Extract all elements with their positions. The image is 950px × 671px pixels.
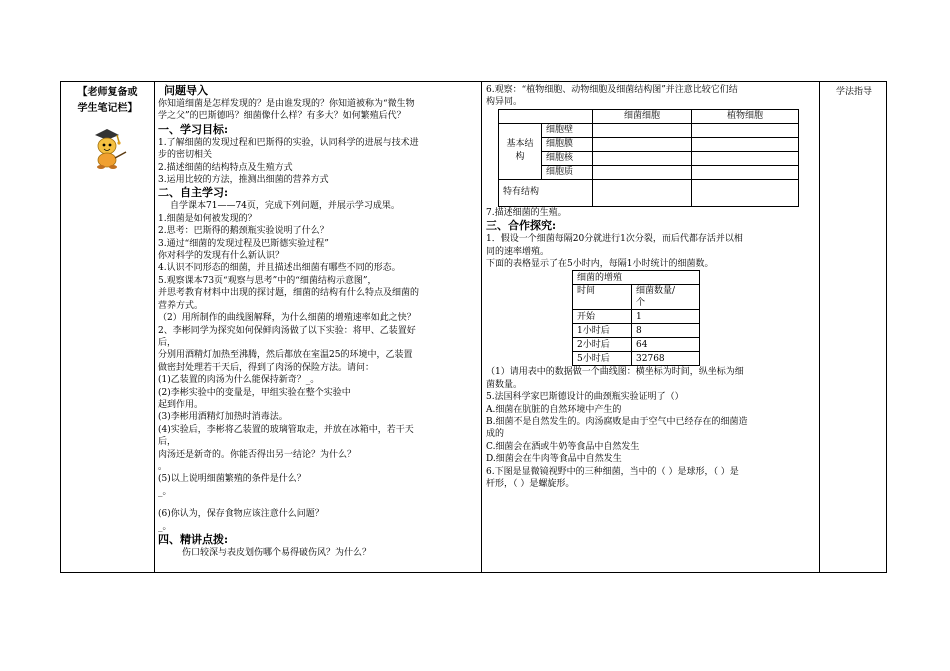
growth-count: 32768	[632, 352, 700, 366]
note-column	[61, 82, 154, 120]
self-study-line: (1)乙装置的肉汤为什么能保持新奇？_。	[158, 375, 320, 386]
self-study-line: 营养方式。	[158, 300, 204, 311]
goal-line: 步的密切相关	[158, 150, 213, 161]
table-cell: 细胞核	[542, 151, 593, 165]
self-study-line: (4)实验后，李彬将乙装置的玻璃管取走，并放在冰箱中，若干天	[158, 424, 414, 435]
self-study-line: 1.细菌是如何被发现的？	[158, 213, 257, 224]
table-cell	[593, 179, 692, 206]
self-study-line: 4.认识不同形态的细菌，并且描述出细菌有哪些不同的形态。	[158, 263, 401, 274]
after-line: B.细菌不是自然发生的。肉汤腐败是由于空气中已经存在的细菌造	[486, 417, 748, 428]
self-study-line: 自学课本71——74页，完成下列问题，并展示学习成果。	[170, 201, 400, 212]
self-study-line: (3)李彬用酒精灯加热时消毒法。	[158, 412, 288, 423]
table-cell	[692, 151, 799, 165]
table-cell	[692, 165, 799, 179]
growth-count: 1	[632, 310, 700, 324]
after-line: 菌数量。	[486, 379, 523, 390]
self-study-line: 起到作用。	[158, 399, 204, 410]
goal-line: 1.了解细菌的发现过程和巴斯得的实验，认同科学的进展与技术进	[158, 137, 419, 148]
growth-col-header	[632, 285, 700, 310]
growth-count: 64	[632, 338, 700, 352]
self-study-line: 2、李彬同学为探究如何保鲜肉汤做了以下实验：将甲、乙装置好	[158, 325, 416, 336]
growth-time: 1小时后	[573, 324, 632, 338]
self-study-line: (5)以上说明细菌繁殖的条件是什么？	[158, 474, 306, 485]
exploration-column	[486, 84, 816, 491]
item6-line: 6.观察：“植物细胞、动物细胞及细菌结构图”并注意比较它们结	[486, 85, 738, 95]
self-study-line: 你对科学的发现有什么新认识？	[158, 251, 285, 262]
table-cell: 细胞质	[542, 165, 593, 179]
table-cell: 细胞膜	[542, 137, 593, 151]
growth-time: 2小时后	[573, 338, 632, 352]
intro-heading: 问题导入	[164, 84, 208, 97]
coop-line: 1．假设一个细菌每隔20分就进行1次分裂，而后代都存活并以相	[486, 234, 743, 245]
self-study-line: (6)你认为，保存食物应该注意什么问题？	[158, 509, 324, 520]
table-cell	[692, 179, 799, 206]
self-study-line: （2）用所制作的曲线图解释，为什么细菌的增殖速率如此之快？	[158, 313, 416, 324]
after-line: 5.法国科学家巴斯德设计的曲颈瓶实验证明了（）	[486, 392, 684, 403]
table-cell	[692, 137, 799, 151]
growth-time: 5小时后	[573, 352, 632, 366]
self-study-line: 并思考教育材料中出现的探讨题，细菌的结构有什么特点及细菌的	[158, 288, 420, 299]
self-study-line: 2.思考：巴斯得的鹅颈瓶实验说明了什么？	[158, 226, 329, 237]
after-line: 成的	[486, 429, 505, 440]
item6-line: 构异同。	[486, 97, 523, 108]
table-cell	[692, 123, 799, 137]
self-study-line: 分别用酒精灯加热至沸腾，然后都放在室温25的环境中，乙装置	[158, 350, 413, 361]
self-study-line: 后，	[158, 437, 177, 448]
key-point-question: 伤口较深与表皮划伤哪个易得破伤风？为什么？	[182, 548, 372, 558]
blank-line	[158, 498, 478, 508]
self-study-line: (2)李彬实验中的变量是，甲组实验在整个实验中	[158, 387, 351, 398]
column-divider	[819, 82, 820, 572]
growth-col-header-l1: 细菌数量/	[636, 286, 676, 297]
teacher-mascot-icon	[85, 126, 129, 170]
row-group-basic: 基本结构	[499, 123, 542, 179]
growth-col-header: 时间	[573, 285, 632, 310]
self-study-line: 。	[158, 461, 168, 472]
table-cell	[593, 165, 692, 179]
table-cell	[593, 123, 692, 137]
self-study-line: 后，	[158, 337, 177, 348]
after-line: 6.下图是显微镜视野中的三种细菌，当中的（ ）是球形，（ ）是	[486, 466, 739, 477]
growth-table-caption: 细菌的增殖	[573, 271, 700, 285]
method-guide-label: 学法指导	[835, 87, 872, 97]
growth-col-header-l2: 个	[636, 298, 646, 309]
self-study-line: 肉汤还是新奇的。你能否得出另一结论？为什么？	[158, 449, 357, 460]
growth-time: 开始	[573, 310, 632, 324]
self-study-line: _。	[158, 521, 172, 532]
method-guide-column	[823, 84, 885, 97]
growth-count: 8	[632, 324, 700, 338]
section-title-self-study: 二、自主学习:	[158, 186, 229, 200]
self-study-line: 3.通过“细菌的发现过程及巴斯德实验过程”	[158, 238, 329, 249]
item7-line: 7.描述细菌的生殖。	[486, 207, 567, 218]
self-study-line: 5.观察课本73页“观察与思考”中的“细菌结构示意图”，	[158, 275, 377, 286]
intro-line: 你知道细菌是怎样发现的？是由谁发现的？你知道被称为“微生物	[158, 99, 415, 109]
after-line: A.细菌在肮脏的自然环境中产生的	[486, 404, 622, 415]
after-line: 杆形，（ ）是螺旋形。	[486, 479, 575, 490]
table-header: 细菌细胞	[593, 109, 692, 123]
cell-compare-table	[498, 109, 799, 207]
section-title-key-points: 四、精讲点拨:	[158, 533, 229, 546]
note-title-line1: 【老师复备或	[77, 87, 138, 98]
table-cell	[593, 137, 692, 151]
self-study-line: 做密封处理若干天后，得到了肉汤的保险方法。请问：	[158, 362, 375, 373]
table-cell: 细胞壁	[542, 123, 593, 137]
table-corner	[499, 109, 593, 123]
after-line: D.细菌会在牛肉等食品中自然发生	[486, 454, 622, 465]
note-title-line2: 学生笔记栏】	[77, 103, 138, 114]
goal-line: 2.描述细菌的结构特点及生殖方式	[158, 162, 293, 173]
after-line: （1）请用表中的数据做一个曲线图：横坐标为时间，纵坐标为细	[486, 367, 744, 378]
section-title-goals: 一、学习目标:	[158, 122, 229, 136]
column-divider	[481, 82, 482, 572]
coop-line: 下面的表格显示了在5小时内，每隔1小时统计的细菌数。	[486, 259, 714, 270]
row-group-special: 特有结构	[499, 179, 593, 206]
lesson-plan-table	[60, 81, 887, 573]
main-content-column	[158, 84, 478, 559]
table-header: 植物细胞	[692, 109, 799, 123]
table-cell	[593, 151, 692, 165]
goal-line: 3.运用比较的方法，推测出细菌的营养方式	[158, 175, 329, 186]
after-line: C.细菌会在酒或牛奶等食品中自然发生	[486, 441, 640, 452]
intro-line: 学之父”的巴斯德吗？细菌像什么样？有多大？如何繁殖后代？	[158, 111, 406, 122]
column-divider	[154, 82, 155, 572]
coop-line: 同的速率增殖。	[486, 246, 550, 257]
growth-table	[572, 270, 700, 366]
self-study-line: _。	[158, 486, 172, 497]
section-title-coop: 三、合作探究:	[486, 219, 557, 233]
